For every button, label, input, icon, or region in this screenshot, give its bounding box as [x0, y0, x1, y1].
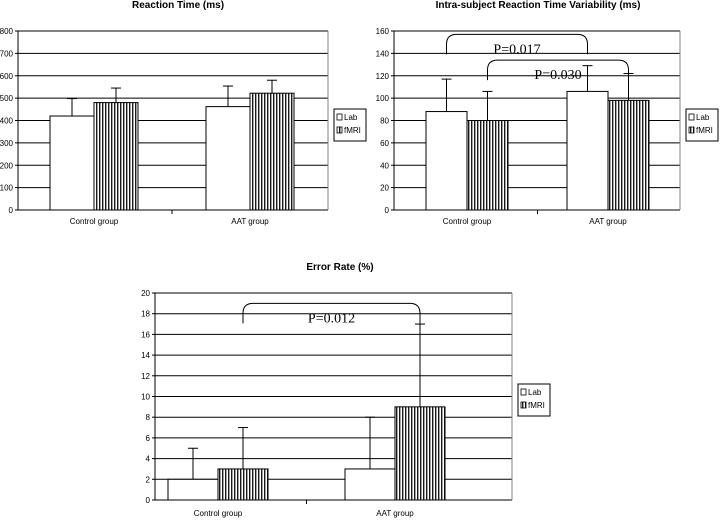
bar-fmri-aat [250, 93, 294, 210]
legend [334, 109, 366, 141]
chart-3 [141, 262, 550, 518]
y-tick-label: 2 [145, 475, 150, 485]
legend [686, 109, 718, 141]
y-tick-label: 0 [384, 206, 389, 215]
y-tick-label: 4 [145, 454, 150, 464]
y-tick-label: 120 [375, 71, 389, 81]
bar-lab-control [426, 112, 467, 210]
y-tick-label: 500 [0, 94, 13, 104]
y-tick-label: 300 [0, 138, 13, 148]
bar-fmri-control [218, 469, 268, 500]
bar-fmri-aat [608, 100, 649, 210]
legend-swatch-lab [521, 389, 526, 395]
y-tick-label: 60 [380, 138, 389, 148]
y-tick-label: 40 [380, 161, 389, 171]
bar-fmri-control [94, 103, 138, 210]
legend-label-fmri: fMRI [528, 401, 545, 410]
chart-title: Intra-subject Reaction Time Variability (ms) [435, 0, 641, 11]
y-tick-label: 80 [380, 116, 389, 126]
bar-lab-aat [206, 107, 250, 210]
y-tick-label: 800 [0, 27, 13, 36]
chart-title: Error Rate (%) [306, 262, 374, 273]
legend [518, 384, 550, 416]
y-tick-label: 6 [145, 433, 150, 443]
y-tick-label: 14 [141, 351, 150, 361]
x-category-label: Control group [442, 217, 492, 226]
y-tick-label: 140 [375, 49, 389, 59]
legend-swatch-fmri [337, 127, 342, 133]
x-category-label: Control group [193, 509, 243, 518]
chart-1 [0, 0, 366, 226]
x-category-label: AAT group [589, 217, 627, 226]
chart-2 [376, 0, 718, 226]
y-tick-label: 0 [8, 206, 13, 215]
bar-lab-aat [345, 469, 395, 500]
legend-swatch-fmri [521, 402, 526, 408]
chart-title: Reaction Time (ms) [131, 0, 225, 11]
bar-lab-control [168, 479, 218, 500]
y-tick-label: 20 [141, 289, 150, 298]
bar-lab-control [50, 116, 94, 210]
y-tick-label: 200 [0, 161, 13, 171]
y-tick-label: 10 [141, 392, 150, 402]
y-tick-label: 400 [0, 116, 13, 126]
y-tick-label: 160 [375, 27, 389, 36]
y-tick-label: 600 [0, 71, 13, 81]
y-tick-label: 0 [145, 496, 150, 505]
legend-label-lab: Lab [696, 113, 710, 122]
x-category-label: AAT group [231, 217, 269, 226]
significance-label: P=0.030 [534, 68, 582, 84]
bar-lab-aat [567, 91, 608, 210]
y-tick-label: 20 [380, 183, 389, 193]
legend-swatch-lab [689, 114, 694, 120]
y-tick-label: 700 [0, 49, 13, 59]
significance-label: P=0.012 [307, 311, 356, 327]
legend-label-lab: Lab [528, 388, 542, 397]
y-tick-label: 100 [0, 183, 13, 193]
x-category-label: AAT group [376, 509, 414, 518]
bar-fmri-control [467, 121, 508, 211]
legend-label-lab: Lab [344, 113, 358, 122]
y-tick-label: 18 [141, 309, 150, 319]
y-tick-label: 100 [375, 94, 389, 104]
x-category-label: Control group [69, 217, 119, 226]
y-tick-label: 8 [145, 413, 150, 423]
y-tick-label: 16 [141, 330, 150, 340]
legend-label-fmri: fMRI [344, 126, 361, 135]
legend-swatch-fmri [689, 127, 694, 133]
significance-label: P=0.017 [493, 42, 541, 58]
legend-swatch-lab [337, 114, 342, 120]
bar-fmri-aat [395, 407, 445, 500]
legend-label-fmri: fMRI [696, 126, 713, 135]
y-tick-label: 12 [141, 371, 150, 381]
